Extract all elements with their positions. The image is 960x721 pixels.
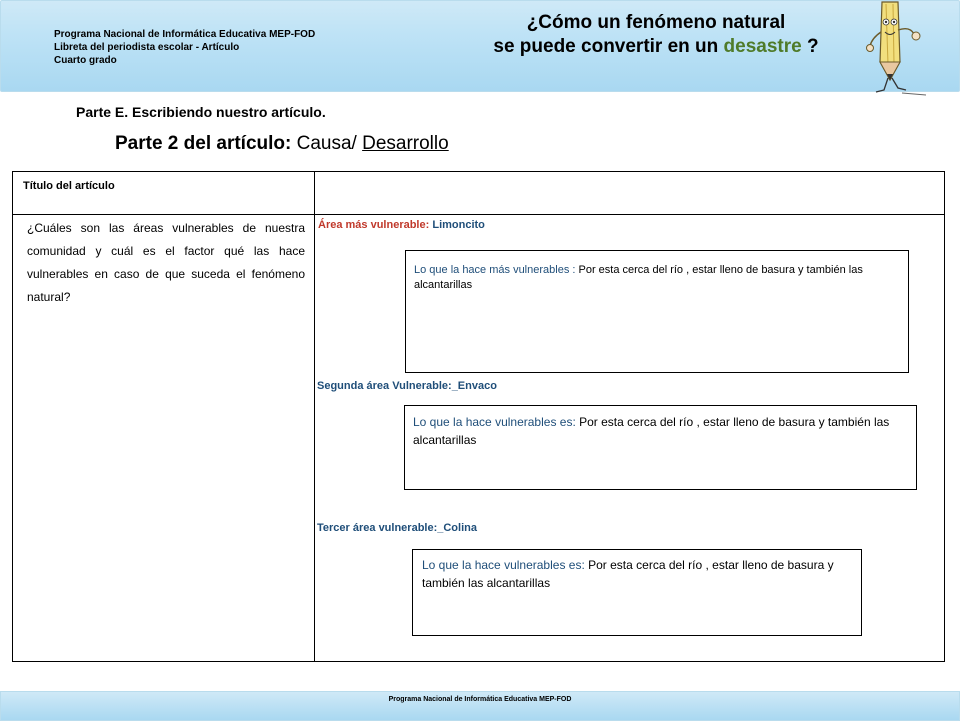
page-title [421,11,891,59]
subsection-heading-bold: Parte 2 del artículo: [115,133,292,154]
area-3-label: Tercer área vulnerable:_Colina [317,522,477,534]
column-divider [314,172,315,661]
article-title-label: Título del artículo [23,180,115,192]
area-1-label-text: Área más vulnerable: [318,219,433,231]
footer-banner [0,691,960,721]
header-info [54,28,315,67]
area-3-answer-lead: Lo que la hace vulnerables es: [422,558,589,572]
notebook-name: Libreta del periodista escolar - Artículo [54,42,240,53]
pencil-character-icon [864,0,932,96]
question-text: ¿Cuáles son las áreas vulnerables de nuestra comunidad y cuál es el factor qué las hace vulnerables en caso de que suceda el fenómeno natural? [27,221,305,304]
section-heading: Parte E. Escribiendo nuestro artículo. [76,104,326,120]
area-3-answer-text: Por esta cerca del río , estar lleno de basura y también las alcantarillas [422,558,834,590]
area-2-answer-box [404,405,917,490]
title-line-2-pre: se puede convertir en un [493,36,724,57]
area-3-answer-box [412,549,862,636]
title-line-2-post: ? [801,36,819,57]
title-line-1: ¿Cómo un fenómeno natural [526,12,786,33]
area-2-answer-text: Por esta cerca del río , estar lleno de basura y también las alcantarillas [413,415,890,447]
area-1-answer-box [405,250,909,373]
title-accent-word: desastre [723,36,802,57]
subsection-heading [115,133,449,155]
area-1-label [318,219,485,231]
area-1-answer-lead: Lo que la hace más vulnerables : [414,264,579,276]
area-2-label: Segunda área Vulnerable:_Envaco [317,380,497,392]
subsection-heading-underlined: Desarrollo [362,133,449,154]
footer-text: Programa Nacional de Informática Educativa MEP-FOD [388,696,572,703]
article-table [12,171,945,662]
grade-label: Cuarto grado [54,55,117,66]
area-1-answer-text: Por esta cerca del río , estar lleno de basura y también las alcantarillas [414,264,863,291]
title-line-2 [421,35,891,59]
area-1-name: Limoncito [432,219,485,231]
row-divider [13,214,944,215]
subsection-heading-plain: Causa/ [291,133,363,154]
area-2-answer-lead: Lo que la hace vulnerables es: [413,415,580,429]
program-name: Programa Nacional de Informática Educativa MEP-FOD [54,29,316,40]
header-banner [0,0,960,92]
